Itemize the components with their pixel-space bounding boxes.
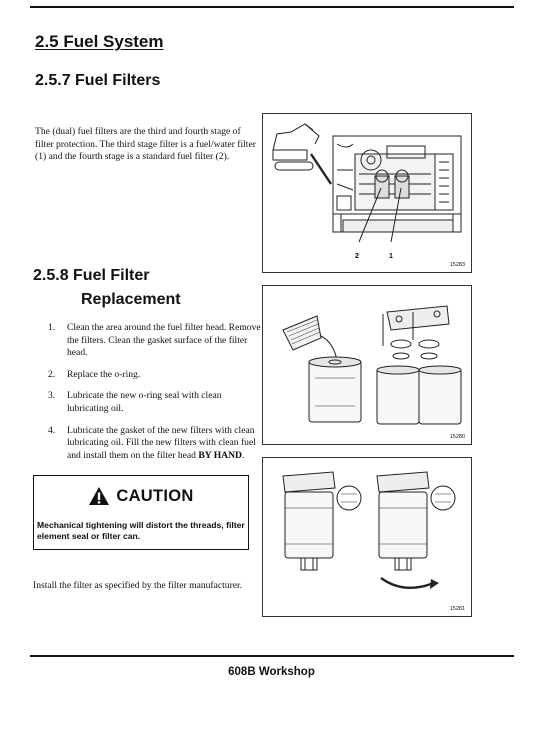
step-text [67, 425, 256, 461]
figure-install-filters [262, 457, 472, 617]
step-number: 2. [48, 368, 56, 380]
figure-number: 15283 [449, 262, 465, 268]
figure-number: 15280 [449, 434, 465, 440]
caution-header [34, 486, 248, 506]
fuel-filters-heading: 2.5.7 Fuel Filters [35, 72, 161, 89]
replacement-heading [33, 264, 181, 312]
step-item [40, 322, 262, 360]
install-note: Install the filter as specified by the filter manufacturer. [33, 580, 243, 591]
callout-1: 1 [389, 253, 393, 260]
step-text-emphasis: BY HAND [198, 449, 242, 461]
page-footer: 608B Workshop [228, 666, 315, 678]
callout-2: 2 [355, 253, 359, 260]
fill-filters-illustration [263, 286, 471, 444]
replacement-heading-line2: Replacement [81, 291, 181, 308]
figure-number: 15281 [449, 606, 465, 612]
figure-engine-filters [262, 113, 472, 273]
step-item [40, 425, 262, 463]
replacement-steps [40, 322, 262, 471]
top-rule [30, 6, 514, 8]
step-text: Clean the area around the fuel filter head. Remove the filters. Clean the gasket surface of the filter head. [67, 322, 261, 359]
install-filters-illustration [263, 458, 471, 616]
engine-illustration [263, 114, 471, 272]
caution-message: Mechanical tightening will distort the threads, filter element seal or filter can. [37, 520, 245, 541]
step-text: Replace the o-ring. [67, 368, 141, 380]
step-item [40, 369, 262, 382]
step-number: 3. [48, 390, 56, 402]
figure-fill-filters [262, 285, 472, 445]
bottom-rule [30, 655, 514, 657]
fuel-filters-paragraph: The (dual) fuel filters are the third and fourth stage of filter protection. The third stage filter is a fuel/water filter (1) and the fourth stage is a standard fuel filter (2). [35, 126, 256, 163]
caution-label: CAUTION [116, 486, 194, 505]
step-item [40, 390, 262, 415]
warning-icon [88, 486, 110, 506]
step-text-main: Lubricate the gasket of the new filters with clean lubricating oil. Fill the new filters with clean fuel and install them on the filter head [67, 424, 256, 461]
caution-box [33, 475, 249, 550]
step-number: 1. [48, 322, 56, 333]
step-number: 4. [48, 424, 56, 436]
step-text-end: . [241, 449, 245, 461]
replacement-heading-line1: 2.5.8 Fuel Filter [33, 267, 150, 284]
step-text: Lubricate the new o-ring seal with clean lubricating oil. [67, 390, 222, 414]
section-title: 2.5 Fuel System [35, 32, 164, 51]
